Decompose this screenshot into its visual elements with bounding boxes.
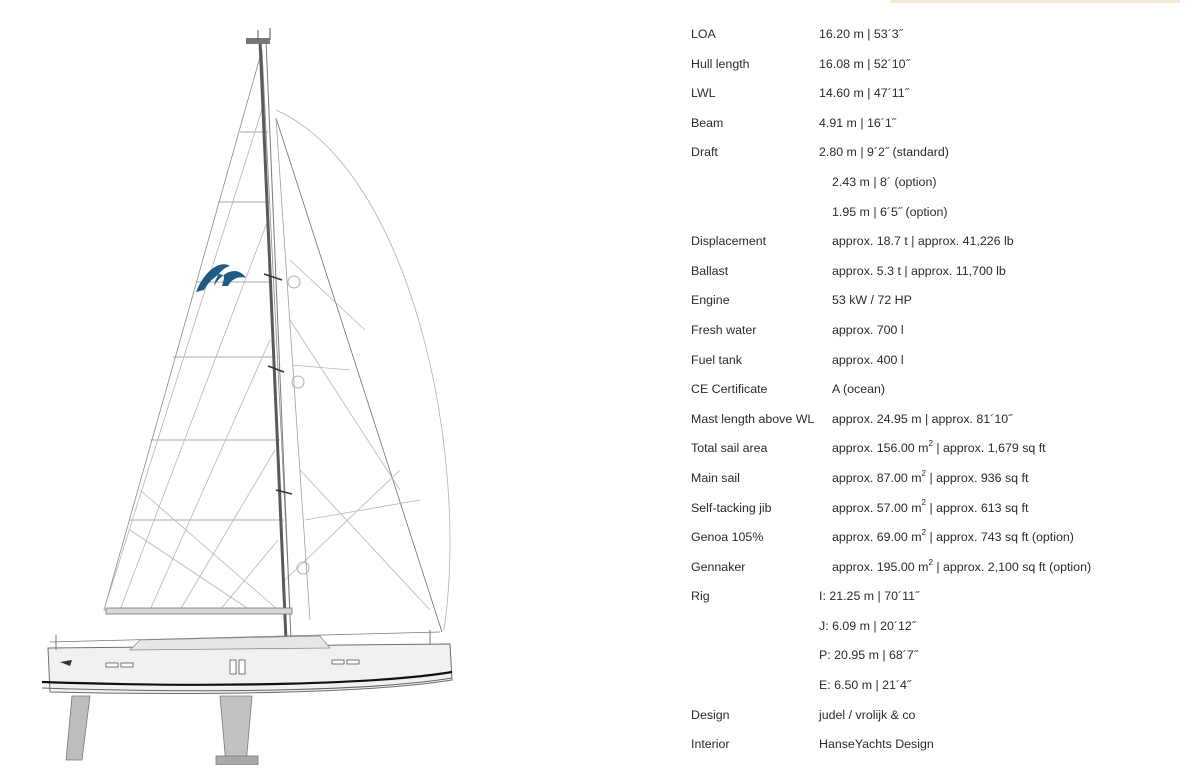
spec-value: judel / vrolijk & co bbox=[819, 707, 916, 722]
spec-row-total-sail-area bbox=[691, 434, 1171, 464]
spec-row-rig-j bbox=[691, 612, 1171, 642]
spec-row-ballast bbox=[691, 257, 1171, 287]
spec-row-fuel-tank bbox=[691, 346, 1171, 376]
spec-row-engine bbox=[691, 286, 1171, 316]
spec-row-ce-certificate bbox=[691, 375, 1171, 405]
spec-label: Interior bbox=[691, 737, 730, 752]
spec-label: Mast length above WL bbox=[691, 411, 815, 426]
spec-value: approx. 700 l bbox=[832, 322, 904, 337]
spec-value: HanseYachts Design bbox=[819, 737, 934, 752]
hull bbox=[42, 630, 452, 694]
spec-label: Engine bbox=[691, 293, 730, 308]
spec-label: Genoa 105% bbox=[691, 530, 764, 545]
spec-label: Beam bbox=[691, 115, 724, 130]
spec-value: I: 21.25 m | 70´11˝ bbox=[819, 589, 920, 604]
spec-value: approx. 69.00 $m^2$ | approx. 743 sq ft (option) bbox=[832, 527, 1074, 545]
spec-row-draft-option-1 bbox=[691, 168, 1171, 198]
spec-value: 2.43 m | 8´ (option) bbox=[832, 174, 937, 189]
spec-value: 53 kW / 72 HP bbox=[832, 293, 912, 308]
spec-label: Draft bbox=[691, 145, 718, 160]
spec-value: approx. 195.00 $m^2$ | approx. 2,100 sq ft (option) bbox=[832, 557, 1092, 574]
spec-value: 4.91 m | 16´1˝ bbox=[819, 115, 896, 130]
mainsail-outline bbox=[104, 50, 290, 610]
spec-row-loa bbox=[691, 20, 1171, 50]
spec-value: approx. 57.00 $m^2$ | approx. 613 sq ft bbox=[832, 498, 1029, 515]
spec-label: Fresh water bbox=[691, 322, 757, 337]
boom bbox=[106, 608, 292, 614]
gennaker-outline bbox=[276, 110, 450, 630]
spec-label: Gennaker bbox=[691, 559, 746, 574]
spec-row-fresh-water bbox=[691, 316, 1171, 346]
spec-value: approx. 18.7 t | approx. 41,226 lb bbox=[832, 234, 1014, 249]
spec-value: P: 20.95 m | 68´7˝ bbox=[819, 648, 918, 663]
spec-value: 1.95 m | 6´5˝ (option) bbox=[832, 204, 948, 219]
spec-row-draft bbox=[691, 138, 1171, 168]
spec-value: approx. 156.00 $m^2$ | approx. 1,679 sq ft bbox=[832, 439, 1046, 456]
spec-value: approx. 87.00 $m^2$ | approx. 936 sq ft bbox=[832, 468, 1029, 485]
spec-value: A (ocean) bbox=[832, 382, 886, 397]
mast bbox=[246, 28, 292, 640]
spec-row-draft-option-2 bbox=[691, 198, 1171, 228]
spec-label: Fuel tank bbox=[691, 352, 742, 367]
keel bbox=[220, 696, 252, 765]
spec-row-rig-p bbox=[691, 641, 1171, 671]
spec-label: CE Certificate bbox=[691, 382, 768, 397]
spec-row-hull-length bbox=[691, 50, 1171, 80]
spec-value: approx. 400 l bbox=[832, 352, 904, 367]
spec-value: 16.20 m | 53´3˝ bbox=[819, 27, 903, 41]
spec-label: LWL bbox=[691, 86, 716, 101]
spec-value: J: 6.09 m | 20´12˝ bbox=[819, 618, 916, 633]
spec-label: Ballast bbox=[691, 263, 729, 278]
spec-value: 2.80 m | 9´2˝ (standard) bbox=[819, 145, 949, 160]
spec-label: Hull length bbox=[691, 56, 750, 71]
spec-label: LOA bbox=[691, 27, 716, 41]
spec-row-beam bbox=[691, 109, 1171, 139]
spec-row-main-sail bbox=[691, 464, 1171, 494]
spec-row-genoa bbox=[691, 523, 1171, 553]
hanse-wave-logo bbox=[196, 264, 246, 292]
spec-value: 16.08 m | 52´10˝ bbox=[819, 56, 910, 71]
spec-value: approx. 24.95 m | approx. 81´10˝ bbox=[832, 411, 1013, 426]
spec-row-mast-length bbox=[691, 405, 1171, 435]
spec-row-displacement bbox=[691, 227, 1171, 257]
spec-label: Design bbox=[691, 707, 730, 722]
spec-row-interior bbox=[691, 730, 1171, 760]
spec-label: Main sail bbox=[691, 470, 740, 485]
spec-row-design bbox=[691, 701, 1171, 731]
spec-label: Self-tacking jib bbox=[691, 500, 772, 515]
spec-label: Rig bbox=[691, 589, 710, 604]
spec-row-rig-i bbox=[691, 582, 1171, 612]
spec-label: Total sail area bbox=[691, 441, 768, 456]
spec-row-gennaker bbox=[691, 553, 1171, 583]
specifications-table bbox=[691, 20, 1171, 760]
spec-label: Displacement bbox=[691, 234, 767, 249]
rudder bbox=[66, 696, 90, 760]
top-accent-bar bbox=[890, 0, 1180, 3]
spec-row-self-tacking-jib bbox=[691, 494, 1171, 524]
spec-value: approx. 5.3 t | approx. 11,700 lb bbox=[832, 263, 1006, 278]
spec-row-rig-e bbox=[691, 671, 1171, 701]
spec-value: E: 6.50 m | 21´4˝ bbox=[819, 678, 912, 693]
spec-row-lwl bbox=[691, 79, 1171, 109]
sailboat-drawing bbox=[20, 20, 480, 765]
spec-value: 14.60 m | 47´11˝ bbox=[819, 86, 909, 101]
